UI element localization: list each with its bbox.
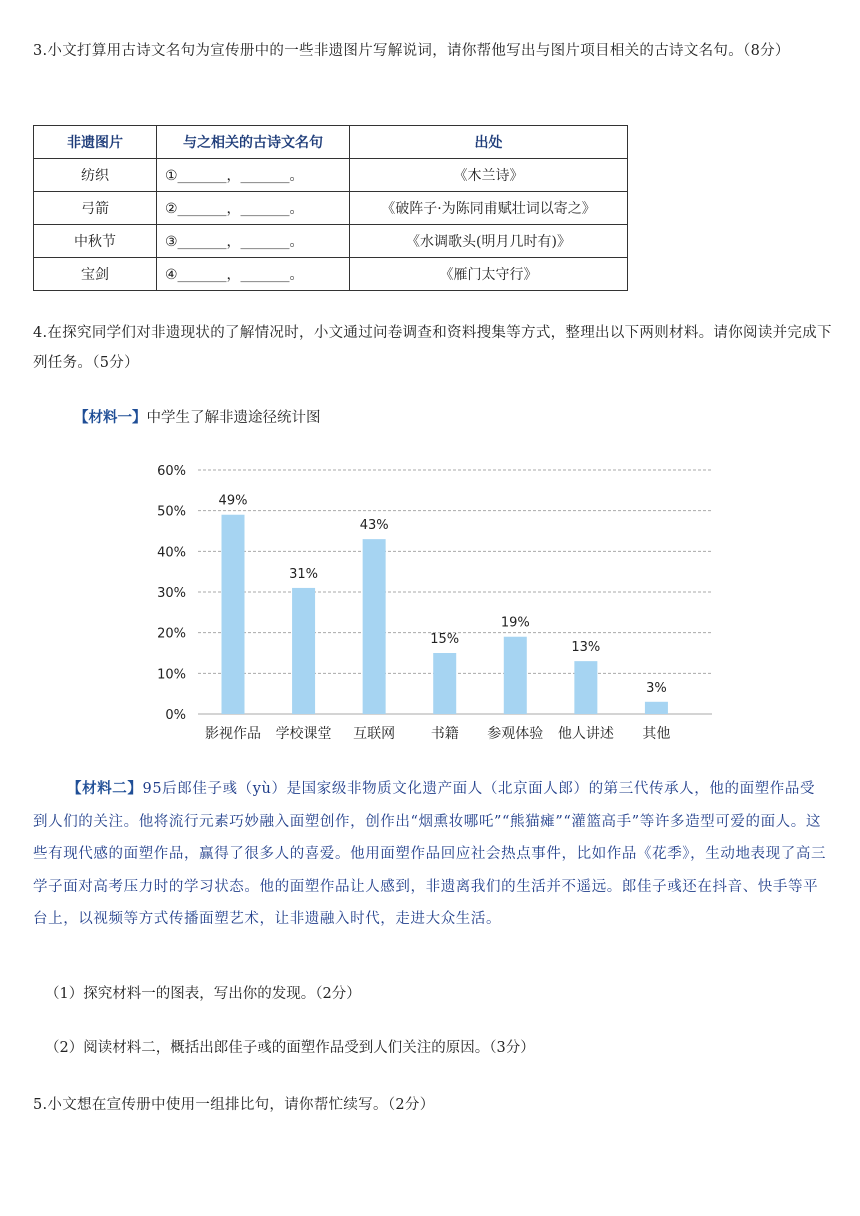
y-tick-label: 20% <box>157 626 186 642</box>
table-row <box>34 159 628 192</box>
row-item: 中秋节 <box>34 225 157 258</box>
data-label: 31% <box>289 566 319 582</box>
material-2 <box>33 773 827 936</box>
bar <box>292 588 315 714</box>
question-3: 3.小文打算用古诗文名句为宣传册中的一些非遗图片写解说词，请你帮他写出与图片项目相关的古诗文名句。（8分） <box>33 43 790 59</box>
y-tick-label: 60% <box>157 464 186 479</box>
row-source: 《木兰诗》 <box>350 159 628 192</box>
row-source: 《破阵子·为陈同甫赋壮词以寄之》 <box>350 192 628 225</box>
data-label: 19% <box>500 615 530 631</box>
header-heritage-image: 非遗图片 <box>34 126 157 159</box>
data-label: 43% <box>359 518 389 534</box>
bar <box>363 539 386 714</box>
y-tick-label: 10% <box>157 667 186 683</box>
sub-question-1: （1）探究材料一的图表，写出你的发现。（2分） <box>45 986 361 1002</box>
poem-table <box>33 125 628 291</box>
x-tick-label: 书籍 <box>430 726 459 742</box>
chart-x-ticks <box>205 725 670 742</box>
x-tick-label: 影视作品 <box>205 726 261 742</box>
data-label: 13% <box>571 640 601 656</box>
bar <box>222 515 245 714</box>
row-source: 《水调歌头(明月几时有)》 <box>350 225 628 258</box>
question-5: 5.小文想在宣传册中使用一组排比句，请你帮忙续写。（2分） <box>33 1097 435 1113</box>
bar <box>433 653 456 714</box>
chart-bars <box>222 515 668 714</box>
x-tick-label: 其他 <box>642 726 671 742</box>
answer-blank[interactable]: ④_______，_______。 <box>157 258 350 291</box>
material-2-text: 95后郎佳子彧（yù）是国家级非物质文化遗产面人（北京面人郎）的第三代传承人，他的面塑作品受到人们的关注。他将流行元素巧妙融入面塑创作，创作出“烟熏妆哪吒”“熊猫瘫”“灌篮高手”等许多造型可爱的面人。这些有现代感的面塑作品，赢得了很多人的喜爱。他用面塑作品回应社会热点事件，比如作品《花季》，生动地表现了高三学子面对高考压力时的学习状态。他的面塑作品让人感到，非遗离我们的生活并不遥远。郎佳子彧还在抖音、快手等平台上，以视频等方式传播面塑艺术，让非遗融入时代，走进大众生活。 <box>33 781 827 927</box>
chart-y-ticks <box>157 464 186 723</box>
x-tick-label: 他人讲述 <box>557 726 614 742</box>
material-1-title: 中学生了解非遗途径统计图 <box>146 410 321 426</box>
bar <box>504 637 527 714</box>
bar <box>574 661 597 714</box>
bar-chart <box>140 452 730 752</box>
row-source: 《雁门太守行》 <box>350 258 628 291</box>
question-4: 4.在探究同学们对非遗现状的了解情况时，小文通过问卷调查和资料搜集等方式，整理出以下两则材料。请你阅读并完成下列任务。（5分） <box>33 325 832 371</box>
material-2-tag: 【材料二】 <box>67 781 143 797</box>
row-item: 宝剑 <box>34 258 157 291</box>
table-header-row <box>34 126 628 159</box>
answer-blank[interactable]: ②_______，_______。 <box>157 192 350 225</box>
material-1-tag: 【材料一】 <box>74 410 147 426</box>
data-label: 15% <box>430 632 460 647</box>
bar <box>645 702 668 714</box>
answer-blank[interactable]: ③_______，_______。 <box>157 225 350 258</box>
data-label: 49% <box>218 493 248 509</box>
table-row <box>34 192 628 225</box>
x-tick-label: 学校课堂 <box>275 726 332 742</box>
x-tick-label: 参观体验 <box>487 726 544 742</box>
header-poem-line: 与之相关的古诗文名句 <box>157 126 350 159</box>
table-row <box>34 258 628 291</box>
answer-blank[interactable]: ①_______，_______。 <box>157 159 350 192</box>
data-label: 3% <box>646 680 667 696</box>
x-tick-label: 互联网 <box>353 726 396 742</box>
sub-question-2: （2）阅读材料二，概括出郎佳子彧的面塑作品受到人们关注的原因。（3分） <box>45 1040 535 1056</box>
y-tick-label: 0% <box>165 708 186 723</box>
header-source: 出处 <box>350 126 628 159</box>
y-tick-label: 50% <box>157 504 186 520</box>
table-row <box>34 225 628 258</box>
row-item: 纺织 <box>34 159 157 192</box>
y-tick-label: 40% <box>157 545 186 561</box>
y-tick-label: 30% <box>157 586 186 601</box>
row-item: 弓箭 <box>34 192 157 225</box>
material-1-heading <box>74 406 321 427</box>
